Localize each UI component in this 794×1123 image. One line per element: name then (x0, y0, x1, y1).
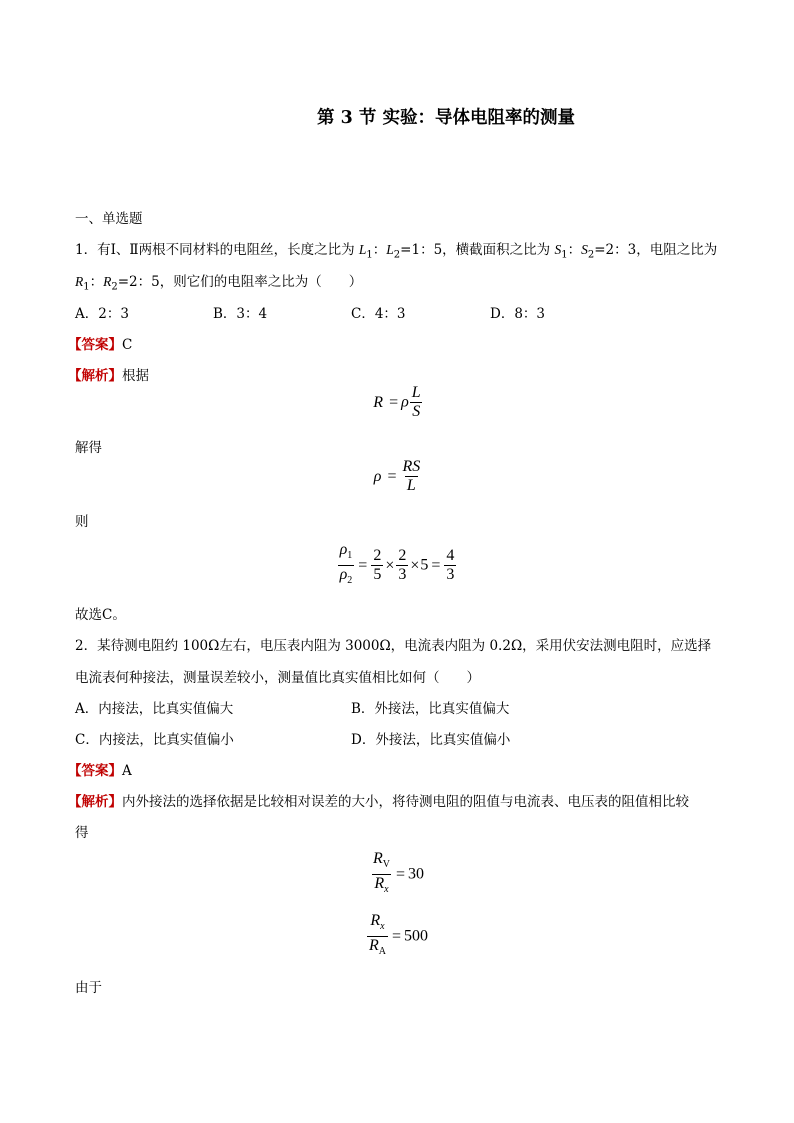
f5-fraction (367, 912, 388, 961)
q1-analysis (68, 364, 149, 384)
q1-answer-label: 【答案】 (68, 337, 122, 353)
q1-text-c: =2：3，电阻之比为 (594, 242, 718, 258)
f3-frac-4-3 (444, 547, 456, 584)
q1-S1: S (554, 242, 562, 257)
q2-analysis-text: 内外接法的选择依据是比较相对误差的大小，将待测电阻的阻值与电流表、电压表的阻值相比较 (122, 794, 689, 810)
q2-answer-value: A (122, 763, 132, 779)
f1-lhs: R (373, 393, 384, 411)
q1-L2-sub: 2 (393, 249, 401, 261)
f2-eq: = (387, 467, 397, 485)
f2-num: RS (402, 458, 421, 475)
q1-solve-label: 解得 (75, 440, 102, 456)
f2-lhs: ρ (373, 467, 382, 485)
q1-analysis-text: 根据 (122, 368, 149, 384)
q1-formula-3 (0, 541, 794, 590)
q1-colon1: ： (372, 242, 387, 258)
q1-S2-sub: 2 (587, 249, 595, 261)
q1-conclusion: 故选C。 (75, 607, 126, 623)
f3-eq2: = (431, 556, 441, 574)
f3-rho-ratio (338, 541, 355, 590)
f3-n3: 2 (398, 547, 407, 565)
f1-eq: = (389, 393, 399, 411)
q1-option-b: B．3：4 (213, 306, 268, 322)
f3-d2: 5 (373, 566, 382, 584)
f5-eq: = (391, 927, 402, 945)
q2-option-c: C．内接法，比真实值偏小 (75, 732, 234, 748)
f1-rho: ρ (401, 393, 409, 411)
f1-num: L (411, 384, 421, 401)
f3-times2: × (410, 556, 420, 574)
f3-rho1: ρ (339, 541, 348, 558)
q2-analysis-line2: 得 (75, 825, 89, 841)
q1-text-a: 1．有Ⅰ、Ⅱ两根不同材料的电阻丝，长度之比为 (75, 242, 359, 258)
q1-R1: R (75, 274, 84, 289)
f5-den: R (368, 937, 379, 955)
q1-option-d: D．8：3 (490, 306, 546, 322)
q1-L1-sub: 1 (366, 249, 373, 261)
q1-colon3: ： (89, 274, 104, 290)
f3-eq1: = (358, 556, 368, 574)
q2-answer-label: 【答案】 (68, 763, 122, 779)
f3-frac-2-5 (371, 547, 383, 584)
f5-num: R (370, 912, 381, 929)
f4-fraction (371, 850, 392, 899)
q1-formula-1 (0, 384, 794, 421)
f5-val: 500 (404, 927, 429, 945)
q2-answer (68, 759, 132, 779)
f1-fraction (410, 384, 423, 421)
q1-text-b: =1：5，横截面积之比为 (400, 242, 555, 258)
page-title: 第 3 节 实验：导体电阻率的测量 (317, 108, 575, 128)
q2-option-a: A．内接法，比真实值偏大 (75, 701, 234, 717)
q1-S1-sub: 1 (561, 249, 568, 261)
f2-den: L (406, 477, 416, 494)
q1-option-c: C．4：3 (351, 306, 406, 322)
f4-num: R (372, 850, 383, 867)
q1-colon2: ： (567, 242, 582, 258)
q1-analysis-label: 【解析】 (68, 368, 122, 384)
q2-analysis-label: 【解析】 (68, 794, 122, 810)
f2-fraction (400, 458, 422, 495)
q1-then-label: 则 (75, 514, 89, 530)
q2-stem-line1: 2．某待测电阻约 100Ω左右，电压表内阻为 3000Ω，电流表内阻为 0.2Ω，采用伏安法测电阻时，应选择 (75, 638, 712, 654)
q2-option-b: B．外接法，比真实值偏大 (351, 701, 510, 717)
q2-formula-2 (0, 912, 794, 961)
f3-d3: 3 (398, 566, 407, 584)
q1-formula-2 (0, 458, 794, 495)
q1-stem-line1 (75, 238, 717, 261)
f4-num-sub: V (382, 859, 390, 871)
f4-den: R (374, 875, 385, 893)
q1-R2: R (103, 274, 112, 289)
q1-R1-sub: 1 (83, 281, 90, 293)
f3-five: 5 (420, 556, 429, 574)
f3-n4: 4 (446, 547, 455, 565)
q1-L2: L (386, 242, 394, 257)
q1-answer (68, 333, 132, 353)
q1-L1: L (358, 242, 367, 257)
f3-rho2-sub: 2 (347, 575, 353, 587)
q2-since-label: 由于 (75, 980, 102, 996)
q2-stem-line2: 电流表何种接法，测量误差较小，测量值比真实值相比如何（ ） (75, 670, 480, 686)
f3-times1: × (385, 556, 395, 574)
q1-R2-sub: 2 (111, 281, 118, 293)
q1-text-d: =2：5，则它们的电阻率之比为（ ） (117, 274, 363, 290)
q2-analysis-line1 (68, 790, 689, 810)
f5-num-sub: x (380, 921, 385, 933)
f3-n2: 2 (373, 547, 382, 565)
q2-formula-1 (0, 850, 794, 899)
q1-stem-line2 (75, 270, 362, 293)
f3-rho1-sub: 1 (347, 550, 353, 562)
q1-option-a: A．2：3 (75, 306, 129, 322)
f3-frac-2-3 (396, 547, 408, 584)
f4-eq: = (395, 865, 406, 883)
f4-val: 30 (408, 865, 425, 883)
f3-d4: 3 (446, 566, 455, 584)
f5-den-sub: A (378, 946, 386, 958)
f4-den-sub: x (384, 884, 389, 896)
section-heading: 一、单选题 (75, 211, 143, 227)
q2-option-d: D．外接法，比真实值偏小 (351, 732, 511, 748)
f1-den: S (412, 403, 421, 420)
q1-answer-value: C (122, 337, 133, 353)
q1-S2: S (581, 242, 588, 257)
f3-rho2: ρ (339, 566, 348, 584)
